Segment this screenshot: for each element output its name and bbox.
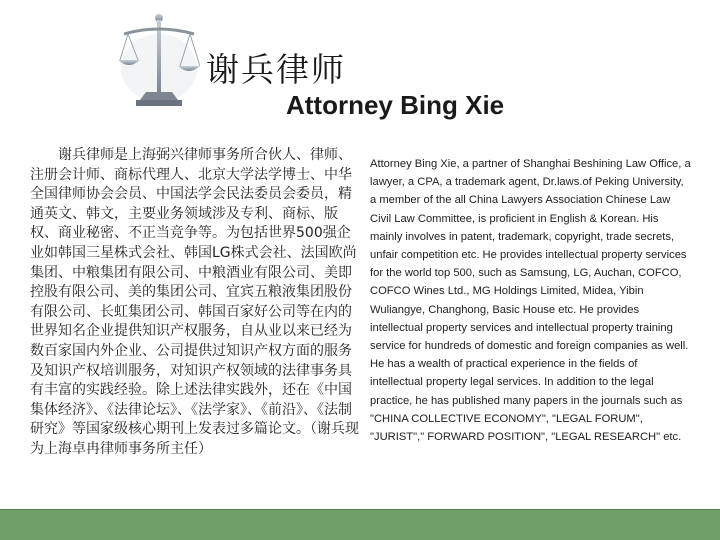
footer-bar — [0, 510, 720, 540]
scales-of-justice-icon — [118, 8, 200, 108]
bio-english-text: Attorney Bing Xie, a partner of Shanghai Beshining Law Office, a lawyer, a CPA, a trademark agent, Dr.laws.of Peking University, a member of the all China Lawyers Association Chinese Law Civil Law Committee, is proficient in English & Korean. His mainly involves in patent, trademark, copyright, trade secrets, unfair competition etc. He provides intellectual property services for the world top 500, such as Samsung, LG, Auchan, COFCO, COFCO Wines Ltd., MG Holdings Limited, Midea, Yibin Wuliangye, Changhong, Basic House etc. He provides intellectual property services and intellectual property training service for hundreds of domestic and foreign companies as well. He has a wealth of practical experience in the fields of intellectual property legal services. In addition to the legal practice, he has published many papers in the journals such as "CHINA COLLECTIVE ECONOMY", "LEGAL FORUM", "JURIST"," FORWARD POSITION", "LEGAL RESEARCH" etc. — [370, 158, 691, 444]
bio-english-block — [370, 155, 692, 446]
page-title-chinese: 谢兵律师 — [206, 50, 346, 89]
bio-chinese-block — [30, 146, 360, 460]
page-title-english: Attorney Bing Xie — [286, 90, 505, 120]
bio-chinese-text: 谢兵律师是上海弼兴律师事务所合伙人、律师、注册会计师、商标代理人、北京大学法学博士、中华全国律师协会会员、中国法学会民法委员会委员，精通英文、韩文，主要业务领域涉及专利、商标、版权、商业秘密、不正当竞争等。为包括世界500强企业如韩国三星株式会社、韩国LG株式会社、法国欧尚集团、中粮集团有限公司、中粮酒业有限公司、美即控股有限公司、美的集团公司、宜宾五粮液集团股份有限公司、长虹集团公司、韩国百家好公司等在内的世界知名企业提供知识产权服务，自从业以来已经为数百家国内外企业、公司提供过知识产权方面的服务及知识产权培训服务，对知识产权领域的法律事务具有丰富的实践经验。除上述法律实践外，还在《中国集体经济》、《法律论坛》、《法学家》、《前沿》、《法制研究》等国家级核心期刊上发表过多篇论文。（谢兵现为上海卓冉律师事务所主任） — [30, 147, 359, 457]
